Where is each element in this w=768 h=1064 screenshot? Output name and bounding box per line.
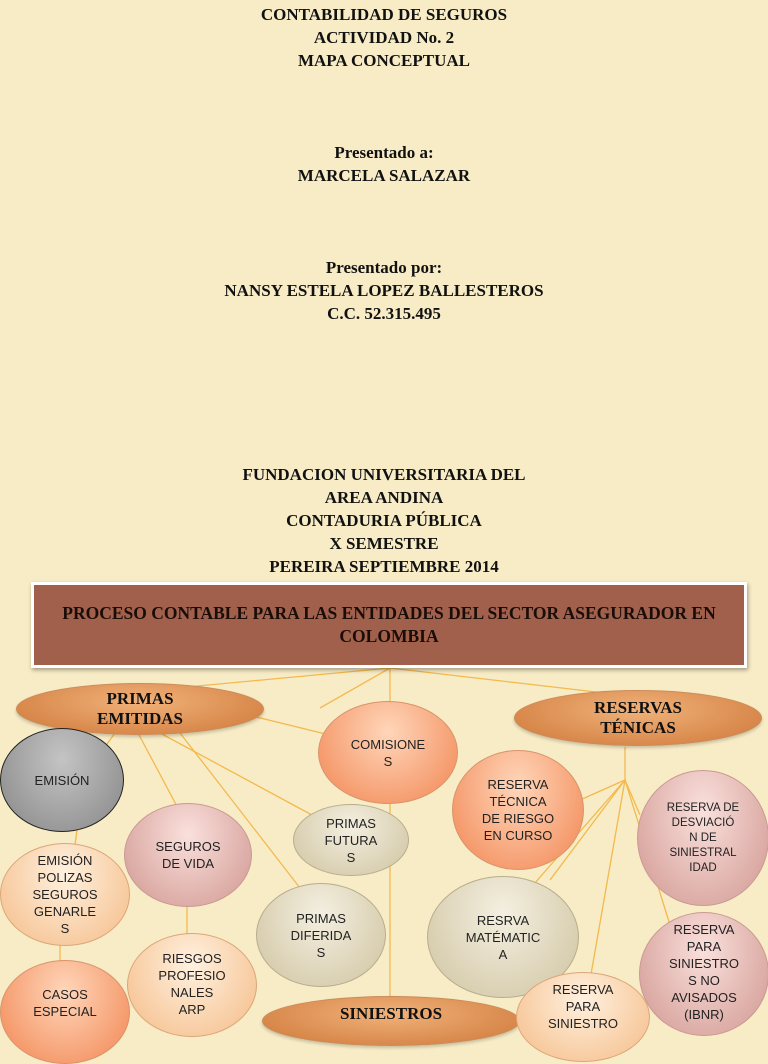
presented-to-label: Presentado a: [334,143,434,162]
node-primas-emitidas: PRIMAS EMITIDAS [16,683,264,735]
concept-map-title: PROCESO CONTABLE PARA LAS ENTIDADES DEL SECTOR ASEGURADOR EN COLOMBIA [31,582,747,668]
course-name: CONTABILIDAD DE SEGUROS [260,5,508,24]
institution-name-1: FUNDACION UNIVERSITARIA DEL [242,465,526,484]
node-seguros-de-vida: SEGUROS DE VIDA [124,803,252,907]
presented-by-id: C.C. 52.315.495 [327,304,441,323]
connector [590,780,625,980]
semester: X SEMESTRE [329,534,439,553]
node-casos-especiales: CASOS ESPECIAL [0,960,130,1064]
presented-by-name: NANSY ESTELA LOPEZ BALLESTEROS [224,281,544,300]
node-emision: EMISIÓN [0,728,124,832]
program-name: CONTADURIA PÚBLICA [286,511,482,530]
node-reserva-desviacion: RESERVA DE DESVIACIÓ N DE SINIESTRAL IDAD [637,770,768,906]
node-siniestros: SINIESTROS [262,996,520,1046]
node-reserva-riesgo-curso: RESERVA TÉCNICA DE RIESGO EN CURSO [452,750,584,870]
node-primas-futuras: PRIMAS FUTURA S [293,804,409,876]
presented-to-name: MARCELA SALAZAR [297,166,471,185]
document-type: MAPA CONCEPTUAL [297,51,471,70]
node-reserva-matematica: RESRVA MATÉMATIC A [427,876,579,998]
node-emision-polizas: EMISIÓN POLIZAS SEGUROS GENARLE S [0,843,130,946]
node-primas-diferidas: PRIMAS DIFERIDA S [256,883,386,987]
node-comisiones: COMISIONE S [318,701,458,804]
activity-number: ACTIVIDAD No. 2 [313,28,455,47]
node-reserva-siniestros: RESERVA PARA SINIESTRO [516,972,650,1062]
place-date: PEREIRA SEPTIEMBRE 2014 [269,557,499,576]
node-reservas-tecnicas: RESERVAS TÉNICAS [514,690,762,746]
node-reserva-no-avisados: RESERVA PARA SINIESTRO S NO AVISADOS (IBNR) [639,912,768,1036]
node-riesgos-profesionales: RIESGOS PROFESIO NALES ARP [127,933,257,1037]
connector [138,733,180,812]
presented-by-label: Presentado por: [325,258,443,277]
connector [390,668,622,695]
institution-name-2: AREA ANDINA [324,488,444,507]
